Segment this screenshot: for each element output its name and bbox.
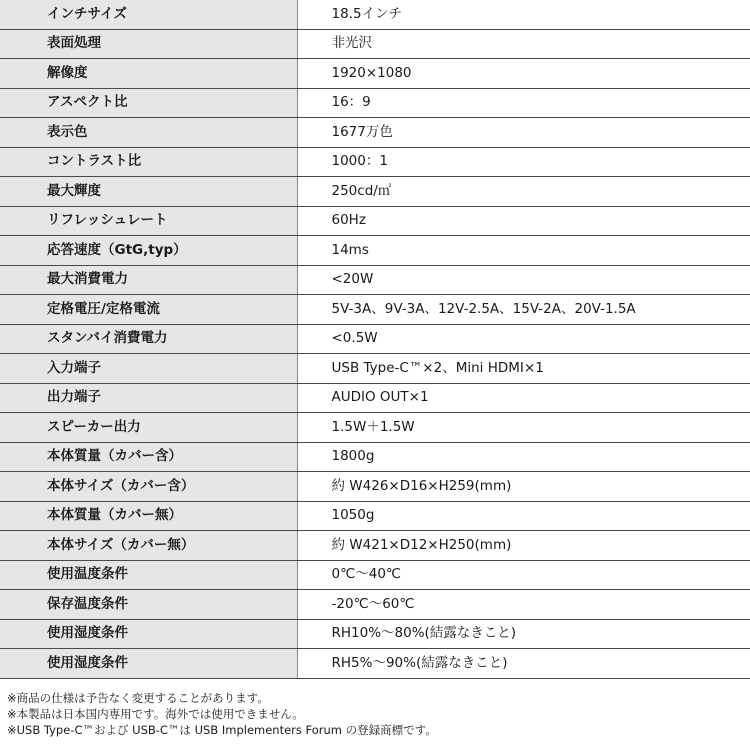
spec-value: <20W — [297, 265, 750, 295]
spec-row — [0, 29, 750, 59]
spec-row — [0, 472, 750, 502]
spec-label: スピーカー出力 — [0, 413, 297, 443]
spec-value: 14ms — [297, 236, 750, 266]
spec-value: 18.5インチ — [297, 0, 750, 29]
spec-label: 使用湿度条件 — [0, 649, 297, 679]
footnote: ※商品の仕様は予告なく変更することがあります。 — [7, 691, 269, 705]
spec-label: 本体質量（カバー含） — [0, 442, 297, 472]
spec-row — [0, 354, 750, 384]
spec-value: 1.5W＋1.5W — [297, 413, 750, 443]
spec-label: 定格電圧/定格電流 — [0, 295, 297, 325]
spec-row — [0, 118, 750, 148]
spec-row — [0, 0, 750, 29]
spec-label: インチサイズ — [0, 0, 297, 29]
spec-label: 表面処理 — [0, 29, 297, 59]
spec-value: RH10%～80%(結露なきこと) — [297, 619, 750, 649]
spec-value: 16：9 — [297, 88, 750, 118]
spec-value: USB Type-C™×2、Mini HDMI×1 — [297, 354, 750, 384]
footnote: ※USB Type-C™および USB-C™は USB Implementers Forum の登録商標です。 — [7, 723, 437, 737]
spec-label: 本体サイズ（カバー含） — [0, 472, 297, 502]
spec-label: 解像度 — [0, 59, 297, 89]
spec-row — [0, 265, 750, 295]
spec-label: 表示色 — [0, 118, 297, 148]
spec-label: リフレッシュレート — [0, 206, 297, 236]
spec-value: 非光沢 — [297, 29, 750, 59]
spec-value: 1000：1 — [297, 147, 750, 177]
spec-row — [0, 442, 750, 472]
spec-label: 本体質量（カバー無） — [0, 501, 297, 531]
spec-label: 使用湿度条件 — [0, 619, 297, 649]
spec-row — [0, 177, 750, 207]
spec-row — [0, 649, 750, 679]
spec-label: 最大輝度 — [0, 177, 297, 207]
spec-label: スタンバイ消費電力 — [0, 324, 297, 354]
spec-row — [0, 206, 750, 236]
spec-value: 1677万色 — [297, 118, 750, 148]
spec-row — [0, 560, 750, 590]
spec-value: 約 W426×D16×H259(mm) — [297, 472, 750, 502]
spec-value: RH5%～90%(結露なきこと) — [297, 649, 750, 679]
spec-row — [0, 88, 750, 118]
spec-label: アスペクト比 — [0, 88, 297, 118]
spec-row — [0, 590, 750, 620]
spec-row — [0, 383, 750, 413]
spec-label: 入力端子 — [0, 354, 297, 384]
spec-value: AUDIO OUT×1 — [297, 383, 750, 413]
spec-value: 1050g — [297, 501, 750, 531]
spec-row — [0, 295, 750, 325]
spec-label: 最大消費電力 — [0, 265, 297, 295]
spec-label: 出力端子 — [0, 383, 297, 413]
spec-value: -20℃～60℃ — [297, 590, 750, 620]
footnotes — [7, 690, 747, 738]
spec-row — [0, 147, 750, 177]
spec-row — [0, 619, 750, 649]
spec-label: 応答速度（GtG,typ） — [0, 236, 297, 266]
spec-label: 使用温度条件 — [0, 560, 297, 590]
spec-value: 60Hz — [297, 206, 750, 236]
footnote: ※本製品は日本国内専用です。海外では使用できません。 — [7, 707, 304, 721]
spec-value: 250cd/㎡ — [297, 177, 750, 207]
spec-label: コントラスト比 — [0, 147, 297, 177]
spec-value: 約 W421×D12×H250(mm) — [297, 531, 750, 561]
spec-row — [0, 413, 750, 443]
spec-row — [0, 324, 750, 354]
spec-row — [0, 501, 750, 531]
spec-value: 5V-3A、9V-3A、12V-2.5A、15V-2A、20V-1.5A — [297, 295, 750, 325]
spec-label: 本体サイズ（カバー無） — [0, 531, 297, 561]
spec-row — [0, 236, 750, 266]
spec-value: 1800g — [297, 442, 750, 472]
spec-value: 0℃～40℃ — [297, 560, 750, 590]
spec-row — [0, 531, 750, 561]
spec-value: <0.5W — [297, 324, 750, 354]
spec-value: 1920×1080 — [297, 59, 750, 89]
spec-row — [0, 59, 750, 89]
spec-label: 保存温度条件 — [0, 590, 297, 620]
